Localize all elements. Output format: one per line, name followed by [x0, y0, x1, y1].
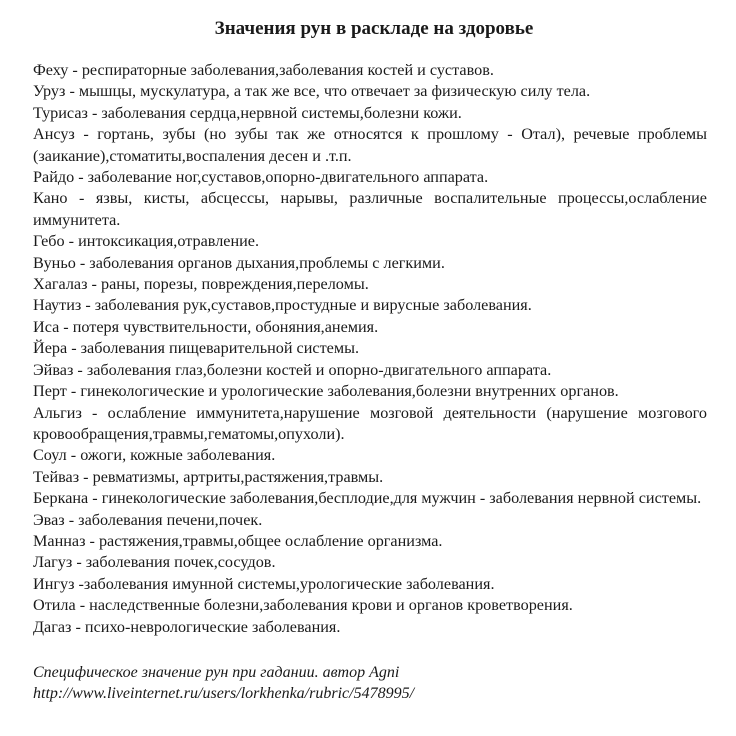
rune-entry: Вуньо - заболевания органов дыхания,проблемы с легкими.: [33, 253, 445, 272]
footer-caption: Специфическое значение рун при гадании. автор Agni: [33, 663, 400, 681]
rune-entry: Ингуз -заболевания имунной системы,урологические заболевания.: [33, 574, 495, 593]
rune-entry: Хагалаз - раны, порезы, повреждения,переломы.: [33, 275, 369, 294]
rune-entry: Беркана - гинекологические заболевания,бесплодие,для мужчин - заболевания нервной системы.: [33, 489, 702, 508]
rune-entry: Лагуз - заболевания почек,сосудов.: [33, 553, 276, 572]
rune-entry: Тейваз - ревматизмы, артриты,растяжения,травмы.: [33, 467, 384, 486]
rune-entry: Турисаз - заболевания сердца,нервной системы,болезни кожи.: [33, 103, 462, 122]
rune-entry: Уруз - мышцы, мускулатура, а так же все, что отвечает за физическую силу тела.: [33, 82, 591, 101]
rune-entry: Альгиз - ослабление иммунитета,нарушение мозговой деятельности (нарушение мозгового кровообращения,травмы,гематомы,опухоли).: [33, 403, 707, 443]
document-title: Значения рун в раскладе на здоровье: [214, 18, 534, 39]
rune-entry: Отила - наследственные болезни,заболевания крови и органов кроветворения.: [33, 596, 573, 615]
rune-entry: Эйваз - заболевания глаз,болезни костей и опорно-двигательного аппарата.: [33, 360, 552, 379]
rune-entry: Эваз - заболевания печени,почек.: [33, 510, 263, 529]
document-footer: [33, 662, 707, 704]
rune-entry: Феху - респираторные заболевания,заболевания костей и суставов.: [33, 61, 494, 79]
rune-entry: Райдо - заболевание ног,суставов,опорно-двигательного аппарата.: [33, 168, 489, 187]
rune-entry: Ансуз - гортань, зубы (но зубы так же относятся к прошлому - Отал), речевые проблемы (заикание),стоматиты,воспаления десен и .т.п.: [33, 125, 707, 165]
source-url: http://www.liveinternet.ru/users/lorkhenka/rubric/5478995/: [33, 684, 415, 702]
rune-entry: Иса - потеря чувствительности, обоняния,анемия.: [33, 317, 379, 336]
document-page: [33, 16, 707, 704]
rune-entries-list: [33, 60, 707, 638]
rune-entry: Наутиз - заболевания рук,суставов,простудные и вирусные заболевания.: [33, 296, 532, 315]
rune-entry: Соул - ожоги, кожные заболевания.: [33, 446, 276, 465]
rune-entry: Дагаз - психо-неврологические заболевания.: [33, 617, 341, 636]
rune-entry: Манназ - растяжения,травмы,общее ослабление организма.: [33, 531, 443, 550]
rune-entry: Кано - язвы, кисты, абсцессы, нарывы, различные воспалительные процессы,ослабление иммунитета.: [33, 189, 707, 229]
rune-entry: Гебо - интоксикация,отравление.: [33, 232, 260, 251]
rune-entry: Перт - гинекологические и урологические заболевания,болезни внутренних органов.: [33, 382, 619, 401]
rune-entry: Йера - заболевания пищеварительной системы.: [33, 339, 360, 358]
